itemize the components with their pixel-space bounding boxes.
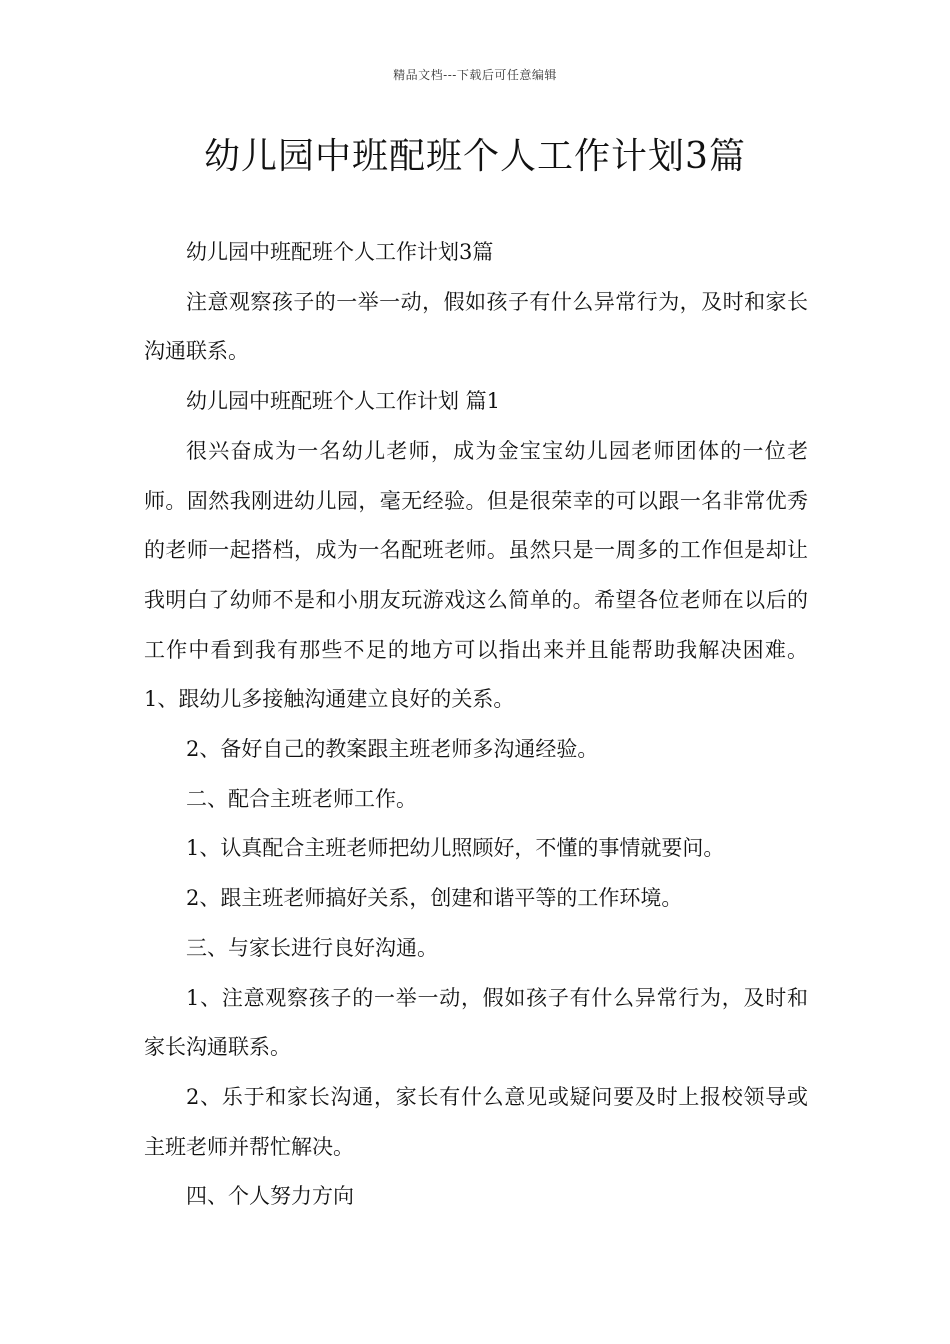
paragraph: 1、注意观察孩子的一举一动，假如孩子有什么异常行为，及时和家长沟通联系。 [144,985,808,1060]
paragraph-heading: 三、与家长进行良好沟通。 [186,935,438,960]
paragraph: 1、认真配合主班老师把幼儿照顾好，不懂的事情就要问。 [186,836,725,861]
document-title: 幼儿园中班配班个人工作计划3篇 [204,136,746,177]
paragraph-subtitle: 幼儿园中班配班个人工作计划3篇 [186,240,494,264]
paragraph: 2、乐于和家长沟通，家长有什么意见或疑问要及时上报校领导或主班老师并帮忙解决。 [144,1084,808,1159]
paragraph-heading: 二、配合主班老师工作。 [186,786,417,811]
paragraph: 2、备好自己的教案跟主班老师多沟通经验。 [186,737,599,762]
header-note: 精品文档---下载后可任意编辑 [393,68,557,82]
paragraph: 2、跟主班老师搞好关系，创建和谐平等的工作环境。 [186,886,683,911]
document-body [144,228,808,1222]
paragraph-heading: 四、个人努力方向 [186,1184,354,1209]
paragraph: 很兴奋成为一名幼儿老师，成为金宝宝幼儿园老师团体的一位老师。固然我刚进幼儿园，毫无经验。但是很荣幸的可以跟一名非常优秀的老师一起搭档，成为一名配班老师。虽然只是一周多的工作但是却让我明白了幼师不是和小朋友玩游戏这么简单的。希望各位老师在以后的工作中看到我有那些不足的地方可以指出来并且能帮助我解决困难。1、跟幼儿多接触沟通建立良好的关系。 [144,438,808,712]
paragraph: 注意观察孩子的一举一动，假如孩子有什么异常行为，及时和家长沟通联系。 [144,289,808,364]
paragraph-section-heading: 幼儿园中班配班个人工作计划 篇1 [186,389,501,414]
